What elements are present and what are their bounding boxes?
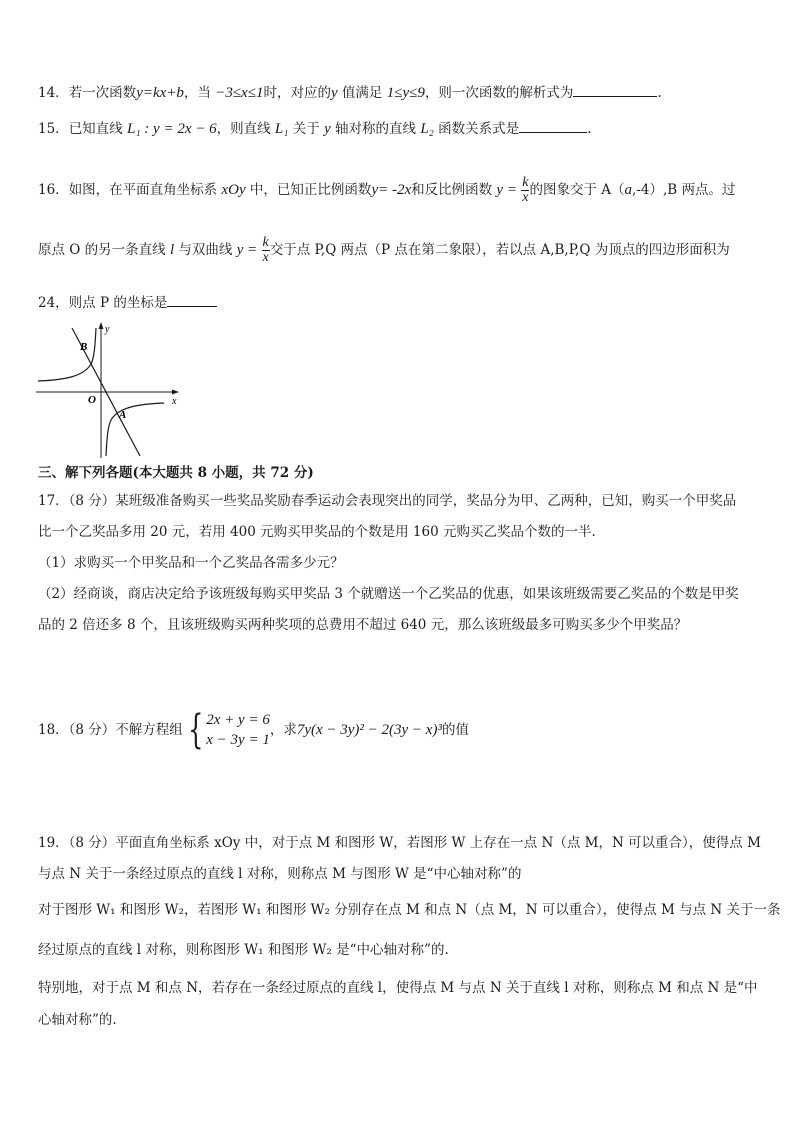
section-3-heading: 三、解下列各题(本大题共 8 小题，共 72 分) [38, 465, 314, 481]
figure-hyperbola-branch-4 [106, 403, 164, 456]
q17-sub-2-line-2: 品的 2 倍还多 8 个，且该班级购买两种奖项的总费用不超过 640 元，那么该班级最多可购买多少个甲奖品？ [38, 617, 688, 633]
q19-line-2: 与点 N 关于一条经过原点的直线 l 对称，则称点 M 与图形 W 是“中心轴对称”的 [38, 866, 522, 882]
q16-line-1: 16．如图，在平面直角坐标系 xOy 中，已知正比例函数y= -2x和反比例函数 y = $\frac{k}{x}$ 的图象交于 A（a,-4）,B 两点。过 [38, 175, 736, 205]
q14-line: 14．若一次函数y=kx+b，当 −3≤x≤1时，对应的y 值满足 1≤y≤9，则一次函数的解析式为 . [38, 85, 662, 101]
q18-equation-2: x − 3y = 1 [206, 732, 270, 749]
q16-answer-blank[interactable] [167, 294, 217, 307]
figure-label-y: y [105, 324, 110, 335]
q18-equation-system [183, 707, 270, 754]
figure-x-arrow [172, 390, 179, 395]
q17-line-2: 比一个乙奖品多用 20 元，若用 400 元购买甲奖品的个数是用 160 元购买乙奖品个数的一半. [38, 524, 596, 540]
figure-label-a: A [119, 409, 127, 421]
q16-line-3: 24，则点 P 的坐标是 [38, 294, 217, 311]
figure-label-b: B [80, 341, 88, 353]
figure-label-x: x [172, 396, 177, 407]
figure-hyperbola-branch-2 [38, 328, 96, 381]
q14-number: 14． [38, 85, 69, 101]
q15-answer-blank[interactable] [519, 120, 587, 133]
q14-answer-blank[interactable] [573, 84, 657, 97]
q19-line-4: 经过原点的直线 l 对称，则称图形 W₁ 和图形 W₂ 是“中心轴对称”的. [38, 942, 449, 958]
q18-equation-1: 2x + y = 6 [206, 712, 270, 728]
q17-line-1: 17．（8 分）某班级准备购买一些奖品奖励春季运动会表现突出的同学，奖品分为甲、乙两种，已知，购买一个甲奖品 [38, 493, 737, 509]
q16-fraction-k-over-x-2: $\frac{k}{x}$ [262, 235, 269, 265]
q18-expression: 7y(x − 3y)² − 2(3y − x)³ [296, 722, 442, 739]
q17-sub-1: （1）求购买一个甲奖品和一个乙奖品各需多少元？ [38, 555, 344, 571]
q18-line: 18．（8 分）不解方程组 { 2x + y = 6 x − 3y = 1 ，求 7y(x − 3y)² − 2(3y − x)³ 的值 [38, 707, 469, 754]
q19-line-5: 特别地，对于点 M 和点 N，若存在一条经过原点的直线 l，使得点 M 与点 N 关于直线 l 对称，则称点 M 和点 N 是“中 [38, 980, 758, 996]
q16-line-2: 原点 O 的另一条直线 l 与双曲线 y = $\frac{k}{x}$ 交于点 P,Q 两点（P 点在第二象限），若以点 A,B,P,Q 为顶点的四边形面积为 [38, 235, 730, 265]
q17-sub-2-line-1: （2）经商谈，商店决定给予该班级每购买甲奖品 3 个就赠送一个乙奖品的优惠，如果该班级需要乙奖品的个数是甲奖 [38, 586, 739, 602]
q16-figure [36, 320, 186, 460]
q18-brace: { [187, 707, 204, 754]
q19-line-1: 19．（8 分）平面直角坐标系 xOy 中，对于点 M 和图形 W，若图形 W 上存在一点 N（点 M，N 可以重合），使得点 M [38, 835, 761, 851]
figure-y-arrow [99, 322, 104, 329]
figure-label-origin: O [88, 394, 96, 406]
q15-line: 15．已知直线 L₁ : y = 2x − 6，则直线 L₁ 关于 y 轴对称的直线 L₂ 函数关系式是 . [38, 121, 592, 137]
q19-line-3: 对于图形 W₁ 和图形 W₂，若图形 W₁ 和图形 W₂ 分别存在点 M 和点 N（点 M，N 可以重合），使得点 M 与点 N 关于一条 [38, 902, 781, 918]
q15-number: 15． [38, 121, 69, 137]
q19-line-6: 心轴对称”的. [38, 1012, 117, 1028]
q16-fraction-k-over-x: $\frac{k}{x}$ [522, 175, 529, 205]
q16-number: 16． [38, 182, 69, 198]
